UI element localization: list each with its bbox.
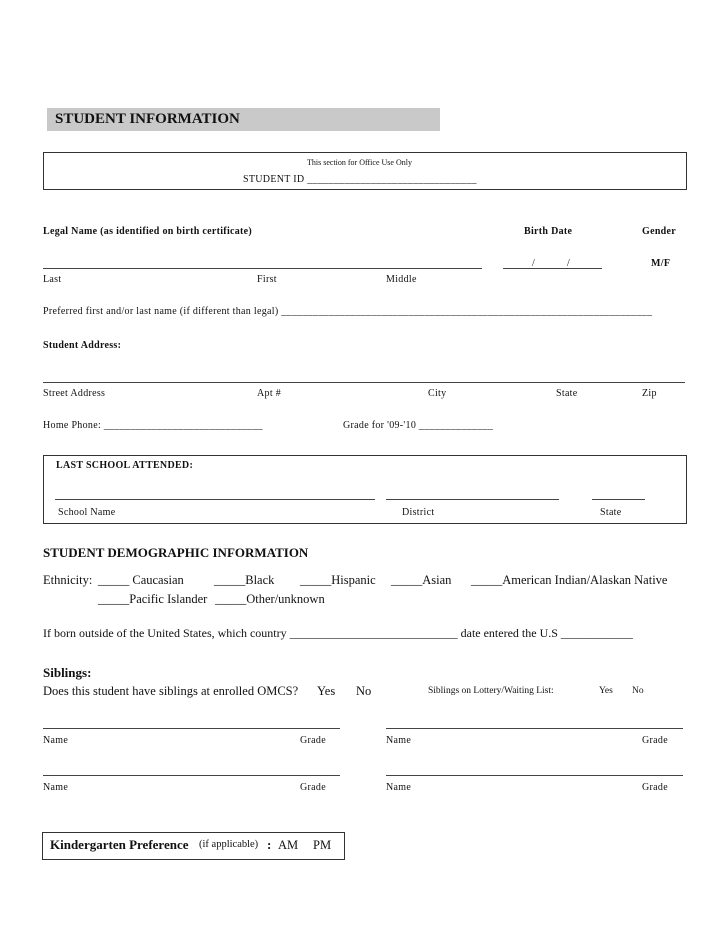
street-address-caption: Street Address [43, 388, 106, 399]
preferred-name-field[interactable]: Preferred first and/or last name (if different than legal) ______________________________________________________________________ [43, 306, 653, 317]
kindergarten-label: Kindergarten Preference [50, 837, 189, 852]
ethnicity-caucasian[interactable]: _____ Caucasian [98, 573, 184, 587]
birth-date-slash-2: / [567, 258, 571, 269]
address-field [43, 370, 685, 382]
gender-value: M/F [651, 258, 671, 269]
legal-name-line[interactable] [43, 268, 482, 269]
school-name-field [55, 487, 375, 499]
address-line[interactable] [43, 382, 685, 383]
ethnicity-pacific[interactable]: _____Pacific Islander [98, 592, 208, 606]
siblings-yes[interactable]: Yes [317, 684, 336, 698]
section-title: STUDENT INFORMATION [55, 111, 240, 127]
gender-label: Gender [642, 226, 677, 237]
district-caption: District [402, 507, 435, 518]
lottery-yes[interactable]: Yes [599, 686, 613, 696]
kindergarten-note: (if applicable) [199, 839, 259, 850]
siblings-no[interactable]: No [356, 684, 372, 698]
school-state-field [592, 487, 645, 499]
sibling-1-right-grade: Grade [642, 735, 668, 746]
office-use-note: This section for Office Use Only [307, 158, 412, 167]
grade-field[interactable]: Grade for '09-'10 ______________ [343, 420, 494, 431]
sibling-2-left-field [43, 763, 340, 775]
district-field [386, 487, 559, 499]
ethnicity-hispanic[interactable]: _____Hispanic [300, 573, 376, 587]
school-name-caption: School Name [58, 507, 116, 518]
sibling-2-right-field [386, 763, 683, 775]
city-caption: City [428, 388, 447, 399]
ethnicity-asian[interactable]: _____Asian [391, 573, 452, 587]
zip-caption: Zip [642, 388, 657, 399]
sibling-2-right-line[interactable] [386, 775, 683, 776]
birth-date-field [503, 256, 602, 268]
school-name-line[interactable] [55, 499, 375, 500]
lottery-label: Siblings on Lottery/Waiting List: [428, 686, 554, 696]
school-state-line[interactable] [592, 499, 645, 500]
ethnicity-other[interactable]: _____Other/unknown [215, 592, 325, 606]
sibling-1-left-line[interactable] [43, 728, 340, 729]
born-outside-field[interactable]: If born outside of the United States, which country ____________________________ date entered the U.S ____________ [43, 626, 633, 640]
sibling-1-left-grade: Grade [300, 735, 326, 746]
kindergarten-colon: : [267, 837, 272, 852]
sibling-2-right-name: Name [386, 782, 412, 793]
legal-name-field [43, 256, 482, 268]
lottery-no[interactable]: No [632, 686, 644, 696]
home-phone-field[interactable]: Home Phone: ______________________________ [43, 420, 263, 431]
student-address-label: Student Address: [43, 340, 122, 351]
ethnicity-black[interactable]: _____Black [214, 573, 275, 587]
kindergarten-am[interactable]: AM [278, 838, 299, 852]
birth-date-label: Birth Date [524, 226, 573, 237]
demographic-title: STUDENT DEMOGRAPHIC INFORMATION [43, 545, 309, 560]
middle-name-caption: Middle [386, 274, 417, 285]
kindergarten-pm[interactable]: PM [313, 838, 332, 852]
siblings-title: Siblings: [43, 665, 92, 680]
sibling-1-right-line[interactable] [386, 728, 683, 729]
sibling-1-left-field [43, 716, 340, 728]
sibling-2-left-grade: Grade [300, 782, 326, 793]
siblings-question: Does this student have siblings at enrolled OMCS? [43, 684, 299, 698]
state-caption: State [556, 388, 578, 399]
last-name-caption: Last [43, 274, 62, 285]
first-name-caption: First [257, 274, 277, 285]
birth-date-line[interactable] [503, 268, 602, 269]
legal-name-label: Legal Name (as identified on birth certificate) [43, 226, 253, 237]
ethnicity-label: Ethnicity: [43, 573, 93, 587]
sibling-2-left-line[interactable] [43, 775, 340, 776]
sibling-1-right-name: Name [386, 735, 412, 746]
school-state-caption: State [600, 507, 622, 518]
ethnicity-native[interactable]: _____American Indian/Alaskan Native [471, 573, 668, 587]
district-line[interactable] [386, 499, 559, 500]
student-id-field[interactable]: STUDENT ID ________________________________ [243, 174, 477, 185]
apt-caption: Apt # [257, 388, 281, 399]
sibling-1-left-name: Name [43, 735, 69, 746]
sibling-2-right-grade: Grade [642, 782, 668, 793]
sibling-2-left-name: Name [43, 782, 69, 793]
birth-date-slash-1: / [532, 258, 536, 269]
last-school-label: LAST SCHOOL ATTENDED: [56, 460, 194, 471]
sibling-1-right-field [386, 716, 683, 728]
